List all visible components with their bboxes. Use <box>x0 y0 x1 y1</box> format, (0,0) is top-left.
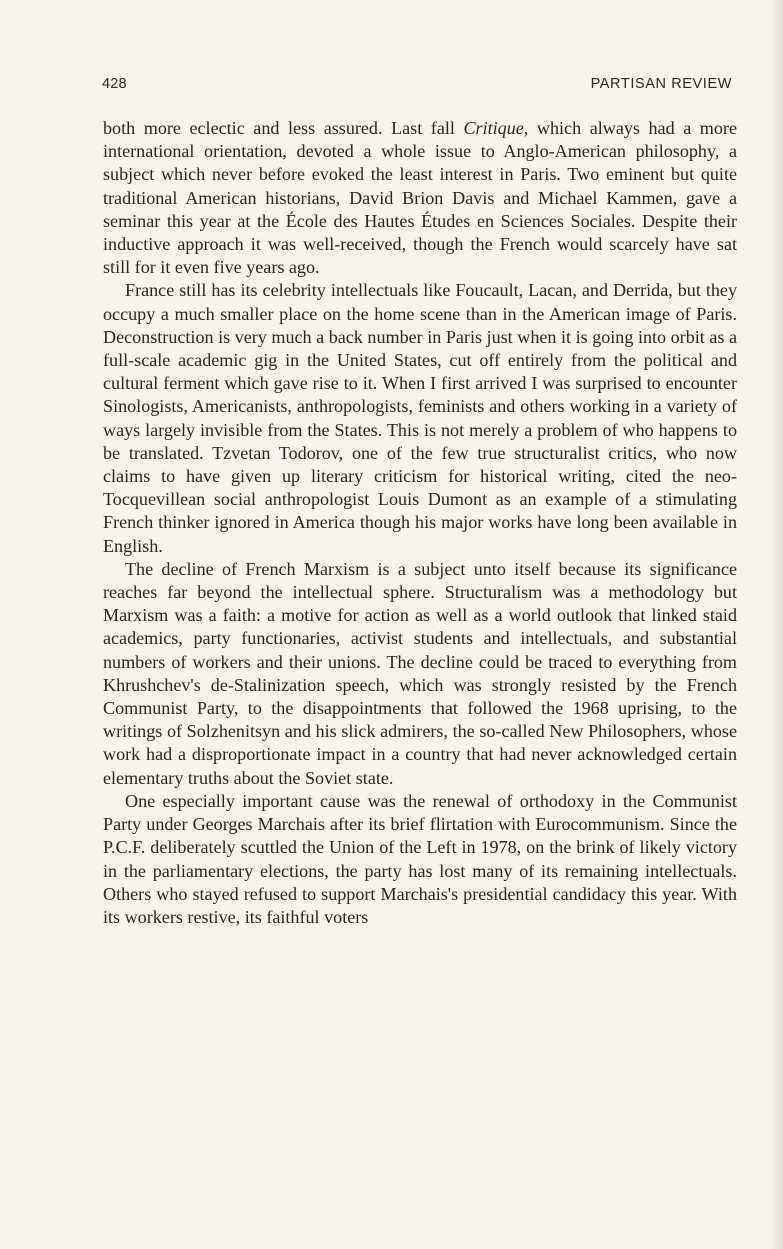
critique-title: Critique, <box>463 118 529 138</box>
paragraph-1-text-end: which always had a more international orientation, devoted a whole issue to Anglo-American philosophy, a subject which never before evoked the least interest in Paris. Two eminent but quite traditional American historians, David Brion Davis and Michael Kammen, gave a seminar this year at the École des Hautes Études en Sciences Sociales. Despite their inductive approach it was well-received, though the French would scarcely have sat still for it even five years ago. <box>103 118 737 278</box>
running-head <box>102 76 732 98</box>
body-text <box>103 117 737 929</box>
paragraph-2: France still has its celebrity intellectuals like Foucault, Lacan, and Derrida, but they occupy a much smaller place on the home scene than in the American image of Paris. Deconstruction is very much a back number in Paris just when it is going into orbit as a full-scale academic gig in the United States, cut off entirely from the political and cultural ferment which gave rise to it. When I first arrived I was surprised to encounter Sinologists, Americanists, anthropologists, feminists and others working in a variety of ways largely invisible from the States. This is not merely a problem of who happens to be translated. Tzvetan Todorov, one of the few true structuralist critics, who now claims to have given up literary criticism for historical writing, cited the neo-Tocquevillean social anthropologist Louis Dumont as an example of a stimulating French thinker ignored in America though his major works have long been available in English. <box>103 280 737 556</box>
page-edge-shadow <box>771 0 783 1249</box>
journal-title: PARTISAN REVIEW <box>590 76 732 92</box>
page-number: 428 <box>102 76 127 92</box>
paragraph-1 <box>103 117 737 279</box>
paragraph-1-text-start: both more eclectic and less assured. Last fall <box>103 118 464 138</box>
paragraph-3: The decline of French Marxism is a subject unto itself because its significance reaches far beyond the intellectual sphere. Structuralism was a methodology but Marxism was a faith: a motive for action as well as a world outlook that linked staid academics, party functionaries, activist students and intellectuals, and substantial numbers of workers and their unions. The decline could be traced to everything from Khrushchev's de-Stalinization speech, which was strongly resisted by the French Communist Party, to the disappointments that followed the 1968 uprising, to the writings of Solzhenitsyn and his slick admirers, the so-called New Philosophers, whose work had a disproportionate impact in a country that had never acknowledged certain elementary truths about the Soviet state. <box>103 558 737 788</box>
paragraph-4: One especially important cause was the renewal of orthodoxy in the Communist Party under Georges Marchais after its brief flirtation with Eurocommunism. Since the P.C.F. deliberately scuttled the Union of the Left in 1978, on the brink of likely victory in the parliamentary elections, the party has lost many of its remaining intellectuals. Others who stayed refused to support Marchais's presidential candidacy this year. With its workers restive, its faithful voters <box>103 790 737 927</box>
